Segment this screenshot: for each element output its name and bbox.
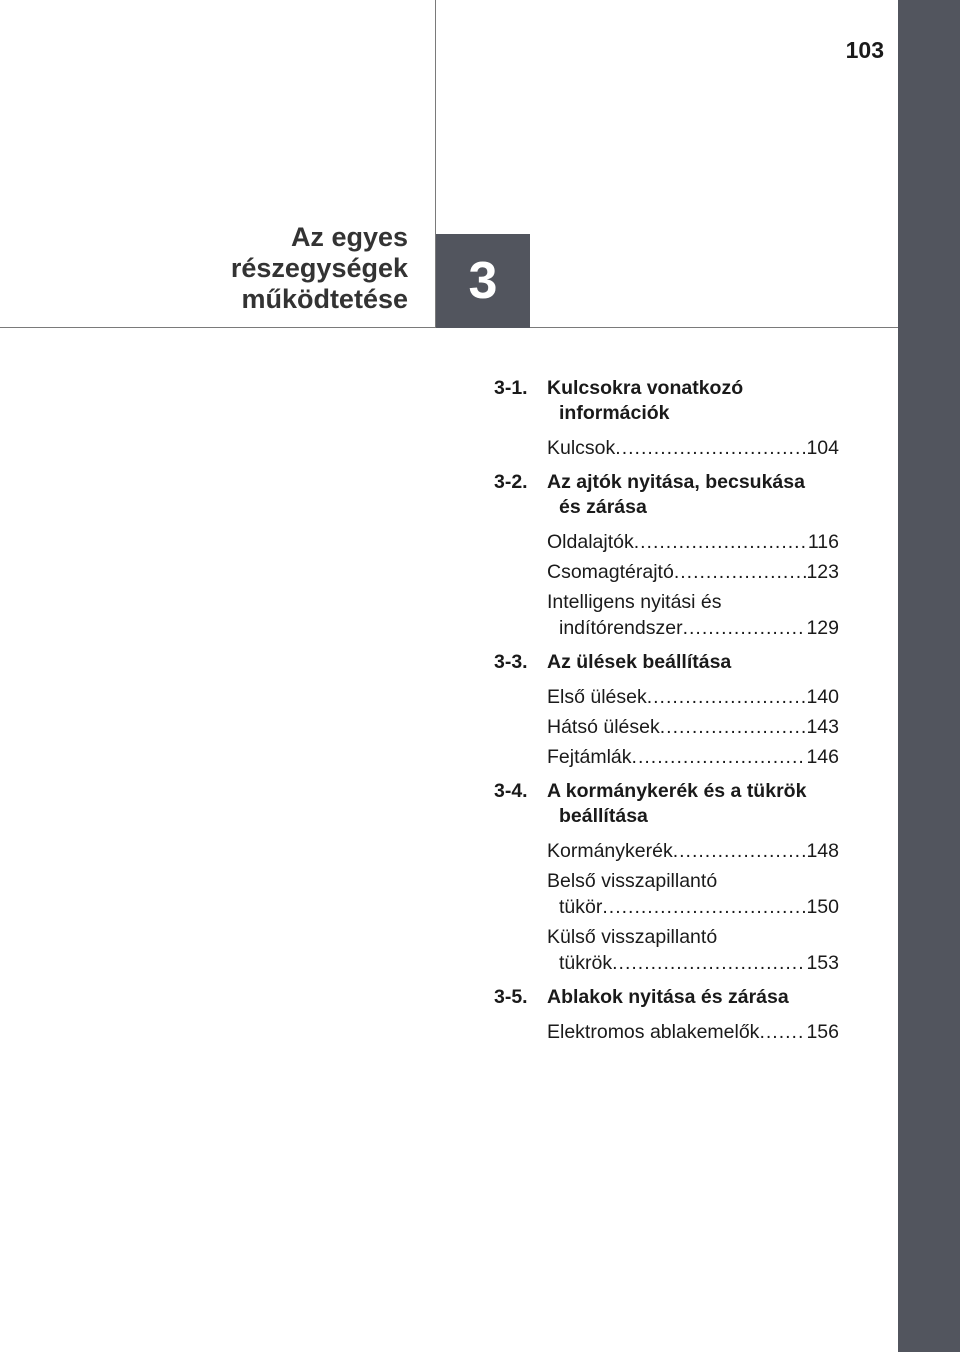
toc-entry-page: 150 [806, 896, 839, 918]
toc-entry[interactable] [547, 529, 839, 555]
toc-section [494, 376, 839, 461]
chapter-title-line: működtetése [241, 284, 408, 314]
toc-section-heading[interactable] [494, 376, 839, 426]
toc-entry[interactable] [547, 744, 839, 770]
toc-entry-label: tükör [559, 896, 603, 918]
toc-entry-page: 129 [806, 617, 839, 639]
chapter-title [231, 222, 408, 315]
toc-section-title [547, 985, 839, 1010]
dot-leader [759, 1019, 806, 1045]
toc-section [494, 470, 839, 641]
toc-section-number: 3-5. [494, 986, 528, 1008]
toc-section-number: 3-3. [494, 651, 528, 673]
toc-section-title [547, 650, 839, 675]
chapter-number-box [436, 234, 530, 328]
toc-section-title-line: Az ajtók nyitása, becsukása [547, 471, 805, 493]
toc-entry[interactable] [547, 589, 839, 641]
toc-entry-label: Intelligens nyitási és [547, 591, 722, 613]
toc-entry-page: 123 [806, 561, 839, 583]
toc-section-title-line: A kormánykerék és a tükrök [547, 780, 807, 802]
toc-section-title-line: Kulcsokra vonatkozó [547, 377, 744, 399]
table-of-contents [494, 376, 839, 1054]
toc-section-number: 3-4. [494, 780, 528, 802]
toc-entry-label: Belső visszapillantó [547, 870, 718, 892]
toc-section-heading[interactable] [494, 650, 839, 675]
dot-leader [615, 435, 806, 461]
toc-entry[interactable] [547, 559, 839, 585]
toc-entry-label: indítórendszer [559, 617, 683, 639]
dot-leader [647, 684, 807, 710]
toc-entry-label: Kulcsok [547, 437, 616, 459]
dot-leader [674, 559, 807, 585]
toc-entry-label: Külső visszapillantó [547, 926, 718, 948]
toc-section [494, 985, 839, 1045]
toc-entry[interactable] [547, 435, 839, 461]
toc-entry[interactable] [547, 924, 839, 976]
toc-entry-label: Fejtámlák [547, 746, 632, 768]
toc-entry-page: 153 [806, 952, 839, 974]
toc-entry-page: 148 [806, 840, 839, 862]
toc-section [494, 650, 839, 770]
toc-entry-label: Csomagtérajtó [547, 561, 674, 583]
toc-section-number: 3-2. [494, 471, 528, 493]
toc-entry[interactable] [547, 714, 839, 740]
toc-section-heading[interactable] [494, 470, 839, 520]
toc-entry-label: Elektromos ablakemelők [547, 1021, 760, 1043]
chapter-title-line: részegységek [230, 253, 408, 283]
page-number: 103 [845, 37, 884, 63]
dot-leader [632, 744, 807, 770]
toc-entry-label: Hátsó ülések [547, 716, 660, 738]
toc-entry[interactable] [547, 838, 839, 864]
toc-section-title-line: Az ülések beállítása [547, 651, 732, 673]
dot-leader [683, 615, 807, 641]
toc-section-heading[interactable] [494, 779, 839, 829]
toc-section-title-line: és zárása [559, 496, 647, 518]
chapter-number: 3 [468, 252, 498, 310]
dot-leader [634, 529, 808, 555]
toc-section-title [547, 779, 839, 829]
toc-entry-page: 140 [806, 686, 839, 708]
toc-entry[interactable] [547, 684, 839, 710]
toc-entry[interactable] [547, 1019, 839, 1045]
toc-entry-page: 146 [806, 746, 839, 768]
toc-section-title-line: információk [559, 402, 670, 424]
chapter-title-line: Az egyes [290, 222, 408, 252]
toc-section-title [547, 376, 839, 426]
dot-leader [673, 838, 807, 864]
chapter-sidebar [898, 0, 960, 1352]
toc-section-heading[interactable] [494, 985, 839, 1010]
toc-entry-label: Oldalajtók [547, 531, 634, 553]
toc-section-title [547, 470, 839, 520]
toc-section-number: 3-1. [494, 377, 528, 399]
toc-entry-page: 156 [806, 1021, 839, 1043]
toc-entry-label: tükrök [559, 952, 613, 974]
dot-leader [612, 950, 806, 976]
toc-section [494, 779, 839, 976]
toc-entry[interactable] [547, 868, 839, 920]
toc-entry-label: Első ülések [547, 686, 647, 708]
toc-entry-page: 143 [806, 716, 839, 738]
toc-section-title-line: beállítása [559, 805, 648, 827]
toc-entry-label: Kormánykerék [547, 840, 673, 862]
toc-entry-page: 116 [807, 531, 839, 553]
dot-leader [660, 714, 807, 740]
toc-entry-page: 104 [806, 437, 839, 459]
toc-section-title-line: Ablakok nyitása és zárása [547, 986, 789, 1008]
dot-leader [602, 894, 806, 920]
